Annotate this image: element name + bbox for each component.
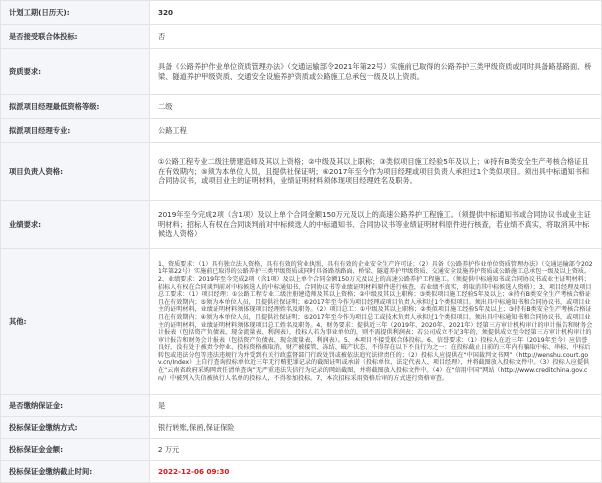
staff-value: ①公路工程专业二级注册建造师及其以上资格；②中级及其以上职称；③类似项目施工经验5年及以上；④持有B类安全生产考核合格证且在有效期内；⑤须为本单位人员，且提供社保证明；⑥2017年至今作为项目经理或项目负责人承担过1个类似项目。须出具中标通知书和合同协议书，或项目业主的证明材料，业绩证明材料须体现项目经理姓名及职务。 [150,143,602,201]
deposit-method-label: 投标保证金缴纳方式: [1,417,150,439]
row-staff [1,143,602,201]
duration-label: 计划工期(日历天): [1,1,150,25]
row-pm-level [1,95,602,119]
row-consortium [1,25,602,49]
qualification-value: 具备《公路养护作业单位资质管理办法》（交通运输部令2021年第22号）实施前已取得的公路养护三类甲级资质或同时具备路基路面、桥梁、隧道养护甲级资质、交通安全设施养护资质或公路施工总承包一级及以上资质。 [150,49,602,95]
row-pm-major [1,119,602,143]
staff-label: 项目负责人资格: [1,143,150,201]
deposit-amount-value: 2 万元 [150,439,602,461]
deposit-deadline-label: 投标保证金缴纳截止时间: [1,461,150,483]
row-deposit-method [1,417,602,439]
other-label: 其他: [1,249,150,395]
qualification-label: 资质要求: [1,49,150,95]
row-deposit-required [1,395,602,417]
row-duration [1,1,602,25]
row-deposit-deadline [1,461,602,483]
performance-label: 业绩要求: [1,201,150,249]
row-performance [1,201,602,249]
consortium-value: 否 [150,25,602,49]
duration-value: 320 [150,1,602,25]
other-value: 1、资质要求：（1）具有独立法人资格，具有有效的营业执照，具有有效的企业安全生产许可证；（2）具备《公路养护作业单位资质管理办法》（交通运输部令2021年第22号）实施前已取得的公路养护三类甲级资质或同时具备路基路面、桥梁、隧道养护甲级资质、交通安全设施养护资质或公路施工总承包一级及以上资质。2、业绩要求：2019年至今完成2项（含1项）及以上单个合同金额150万元及以上的高速公路养护工程施工。（须提供中标通知书或合同协议书或业主证明材料；招标人有权在合同谈判前对中标候选人的中标通知书、合同协议书等业绩证明材料原件进行核查，若业绩不真实，将取消其中标候选人资格）；3、项目经理及项目总工要求：（1）项目经理：①公路工程专业二级注册建造师及其以上资格；②中级及其以上职称；③类似项目施工经验5年及以上；④持有B类安全生产考核合格证且在有效期内；⑤须为本单位人员，且提供社保证明；⑥2017年至今作为项目经理或项目负责人承担过1个类似项目。须出具中标通知书和合同协议书，或项目业主的证明材料，业绩证明材料须体现项目经理姓名及职务。（2）项目总工：①中级及其以上职称；②类似项目施工经验5年及以上；③持有B类安全生产考核合格证且在有效期内；④须为本单位人员，且提供社保证明；⑤2017年至今作为项目总工或技术负责人承担过1个类似项目。须出具中标通知书和合同协议书，或项目业主的证明材料，业绩证明材料须体现项目总工姓名及职务。4、财务要求：提供近三年（2019年、2020年、2021年）经第三方审计机构审计的审计报告和财务会计报表（包括资产负债表、现金流量表、利润表），投标人若为事业单位的，则不需提供利润表；若公司成立不足3年的，须提供成立至今经第三方审计机构审计的审计报告和财务会计报表（包括资产负债表、现金流量表、利润表）。5、本项目不接受联合体投标。6、信誉要求：（1）投标人在近三年（2019年至今）应信誉良好，没有处于被责令停业、投标资格被取消，财产被接管、冻结、破产状态，不得存在以下不良行为之一：在投标截止日前的三年内有骗取中标、串标、中标后转包或违法分包等违法违规行为并受到有关行政监督部门行政处罚或被依法追究法律责任的；（2）投标人应提供在“中国裁判文书网”（http://wenshu.court.gov.cn/Index）上自行查询投标单位近三年无行贿犯罪记录的截图证明或承诺（投标单位、法定代表人、项目经理），并将截图放入投标文件中。（3）投标人应提供在“云南省政府采购网责任清单查询”无严重违法失信行为记录的网站截图，并将截图放入投标文件中。（4）在“信用中国”网站（http://www.creditchina.gov.cn/）中被列入失信被执行人名单的投标人，不得参加投标。7、本次招标采用资格后审的方式进行资格审查。 [150,249,602,395]
deposit-amount-label: 投标保证金金额: [1,439,150,461]
deposit-method-value: 银行转账,保函,保证保险 [150,417,602,439]
pm-major-label: 拟派项目经理专业: [1,119,150,143]
performance-value: 2019年至今完成2项（含1项）及以上单个合同金额150万元及以上的高速公路养护工程施工。（须提供中标通知书或合同协议书或业主证明材料；招标人有权在合同谈判前对中标候选人的中标通知书、合同协议书等业绩证明材料原件进行核查，若业绩不真实，将取消其中标候选人资格） [150,201,602,249]
consortium-label: 是否接受联合体投标: [1,25,150,49]
pm-major-value: 公路工程 [150,119,602,143]
pm-level-label: 拟派项目经理最低资格等级: [1,95,150,119]
deposit-deadline-value: 2022-12-06 09:30 [150,461,602,483]
row-qualification [1,49,602,95]
deposit-required-label: 是否缴纳保证金: [1,395,150,417]
row-deposit-amount [1,439,602,461]
pm-level-value: 二级 [150,95,602,119]
deposit-required-value: 是 [150,395,602,417]
row-other [1,249,602,395]
